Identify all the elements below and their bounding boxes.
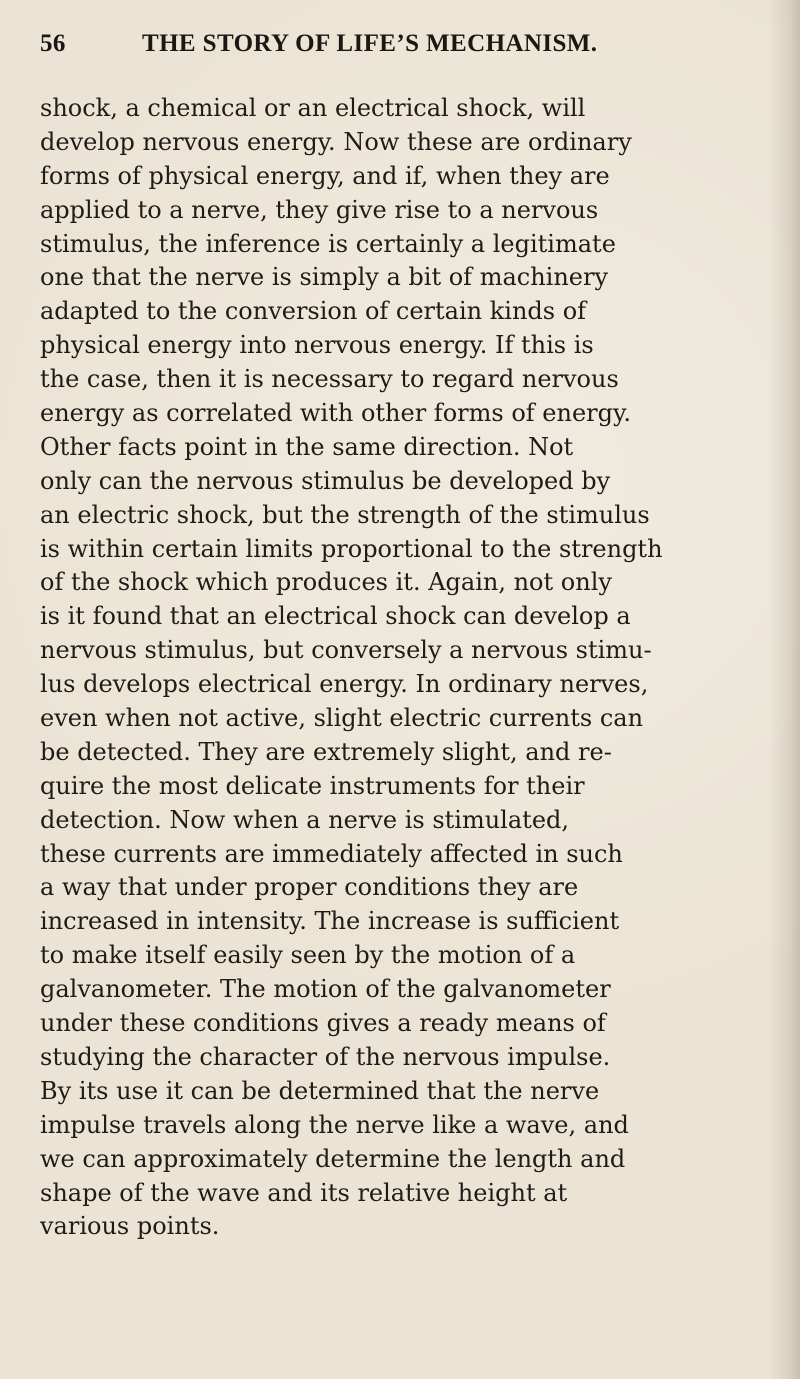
text-line: is it found that an electrical shock can develop a [40,602,631,631]
text-line: be detected. They are extremely slight, and re- [40,737,612,766]
text-line: forms of physical energy, and if, when they are [40,161,610,190]
page-number: 56 [40,30,66,57]
text-line: even when not active, slight electric currents can [40,704,644,733]
text-line: various points. [40,1212,220,1241]
text-line: is within certain limits proportional to the strength [40,534,663,563]
text-line: the case, then it is necessary to regard nervous [40,365,619,394]
text-line: Other facts point in the same direction. Not [40,432,574,461]
text-line: develop nervous energy. Now these are ordinary [40,127,632,156]
text-line: stimulus, the inference is certainly a legitimate [40,229,616,258]
text-line: we can approximately determine the length and [40,1144,626,1173]
text-line: studying the character of the nervous impulse. [40,1042,611,1071]
text-line: shape of the wave and its relative height at [40,1178,568,1207]
text-line: energy as correlated with other forms of energy. [40,399,631,428]
text-line: to make itself easily seen by the motion of a [40,941,576,970]
body-text [40,92,770,1244]
page-header [40,30,760,64]
text-line: increased in intensity. The increase is sufficient [40,907,620,936]
text-line: of the shock which produces it. Again, not only [40,568,612,597]
text-line: adapted to the conversion of certain kinds of [40,297,587,326]
text-line: applied to a nerve, they give rise to a nervous [40,195,599,224]
running-title: THE STORY OF LIFE’S MECHANISM. [142,30,598,57]
text-line: shock, a chemical or an electrical shock, will [40,94,586,122]
text-line: impulse travels along the nerve like a wave, and [40,1110,629,1139]
text-line: an electric shock, but the strength of the stimulus [40,500,650,529]
text-line: nervous stimulus, but conversely a nervous stimu- [40,636,652,665]
text-line: these currents are immediately affected in such [40,839,623,868]
text-line: a way that under proper conditions they are [40,873,579,902]
text-line: physical energy into nervous energy. If this is [40,331,594,360]
text-line: quire the most delicate instruments for their [40,771,585,800]
text-line: only can the nervous stimulus be developed by [40,466,611,495]
text-line: one that the nerve is simply a bit of machinery [40,263,609,292]
text-line: galvanometer. The motion of the galvanometer [40,975,611,1004]
text-line: under these conditions gives a ready means of [40,1009,606,1038]
text-line: By its use it can be determined that the nerve [40,1076,600,1105]
text-line: detection. Now when a nerve is stimulated, [40,805,570,834]
text-line: lus develops electrical energy. In ordinary nerves, [40,670,649,699]
